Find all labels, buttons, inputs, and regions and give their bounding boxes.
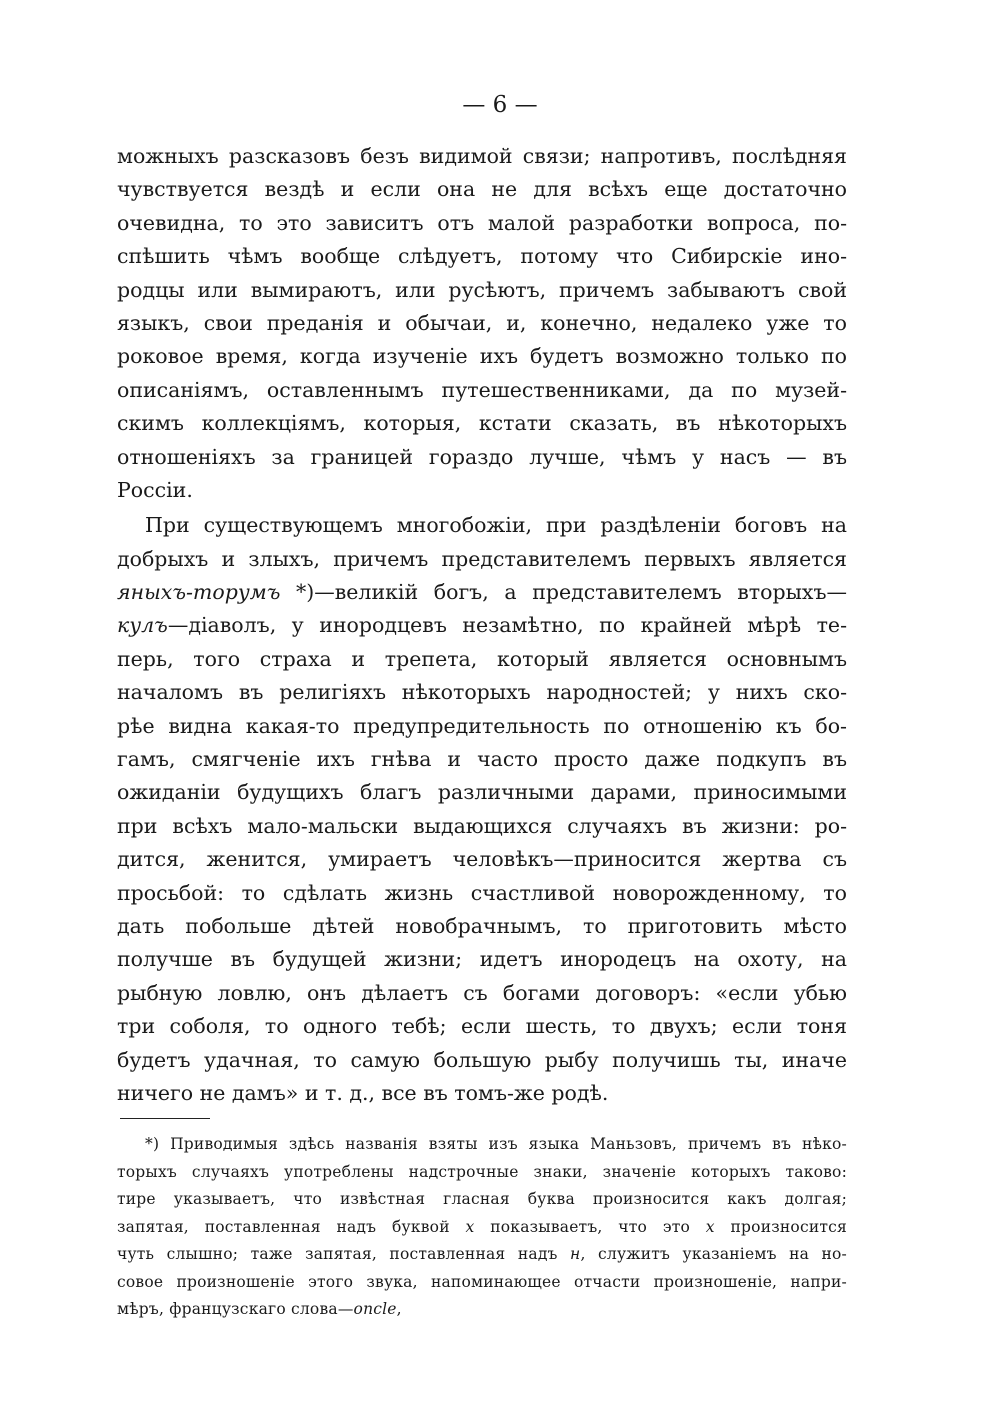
text-line: отношеніяхъ за границей гораздо лучше, чѣмъ у насъ — въ xyxy=(117,444,847,469)
text-line: скимъ коллекціямъ, которыя, кстати сказать, въ нѣкоторыхъ xyxy=(117,411,847,436)
text-line: торыхъ случаяхъ употреблены надстрочные знаки, значеніе которыхъ таково: xyxy=(117,1162,847,1181)
italic-term: яныхъ-торумъ xyxy=(117,580,281,605)
paragraph xyxy=(117,140,847,507)
text-line xyxy=(117,1214,847,1242)
text-line: просьбой: то сдѣлать жизнь счастливой новорожденному, то xyxy=(117,880,847,905)
text-line: при всѣхъ мало-мальски выдающихся случаяхъ въ жизни: ро- xyxy=(117,813,847,838)
text-line: рыбную ловлю, онъ дѣлаетъ съ богами договоръ: «если убью xyxy=(117,980,847,1005)
text-line: родцы или вымираютъ, или русѣютъ, причемъ забываютъ свой xyxy=(117,277,847,302)
italic-term: кулъ xyxy=(117,613,168,638)
text-segment: показываетъ, что это xyxy=(474,1217,706,1236)
text-line: началомъ въ религіяхъ нѣкоторыхъ народностей; у нихъ ско- xyxy=(117,680,847,705)
text-line xyxy=(117,1296,847,1324)
text-line: дится, женится, умираетъ человѣкъ—приносится жертва съ xyxy=(117,847,847,872)
text-line: ожиданіи будущихъ благъ различными дарами, приносимыми xyxy=(117,780,847,805)
text-line: описаніямъ, оставленнымъ путешественниками, да по музей- xyxy=(117,377,847,402)
footnote xyxy=(117,1131,847,1324)
text-line: *) Приводимыя здѣсь названія взяты изъ языка Маньзовъ, причемъ въ нѣко- xyxy=(145,1135,847,1153)
text-line: дать побольше дѣтей новобрачнымъ, то приготовить мѣсто xyxy=(117,913,847,938)
text-line: перь, того страха и трепета, который является основнымъ xyxy=(117,646,847,671)
footnote-divider xyxy=(120,1118,210,1119)
text-segment: произносится xyxy=(714,1217,847,1236)
italic-term: х xyxy=(465,1217,475,1236)
text-line: получше въ будущей жизни; идетъ инородецъ на охоту, на xyxy=(117,947,847,972)
text-line: Россіи. xyxy=(117,477,193,502)
italic-term: oncle xyxy=(353,1300,397,1318)
italic-term: н xyxy=(570,1245,581,1263)
paragraph xyxy=(117,509,847,1110)
text-line: роковое время, когда изученіе ихъ будетъ возможно только по xyxy=(117,344,847,369)
italic-term: х xyxy=(705,1217,715,1236)
text-line: очевидна, то это зависитъ отъ малой разработки вопроса, по- xyxy=(117,210,847,235)
text-line: чувствуется вездѣ и если она не для всѣхъ еще достаточно xyxy=(117,177,847,202)
text-line: тире указываетъ, что извѣстная гласная буква произносится какъ долгая; xyxy=(117,1190,847,1208)
text-segment: , xyxy=(396,1300,402,1318)
text-line xyxy=(117,609,847,642)
text-line xyxy=(117,576,847,609)
text-line: будетъ удачная, то самую большую рыбу получишь ты, иначе xyxy=(117,1047,847,1072)
text-line: можныхъ разсказовъ безъ видимой связи; напротивъ, послѣдняя xyxy=(117,144,847,168)
text-line: языкъ, свои преданія и обычаи, и, конечно, недалеко уже то xyxy=(117,310,847,335)
text-line: гамъ, смягченіе ихъ гнѣва и часто просто даже подкупъ въ xyxy=(117,747,847,772)
text-segment: , служитъ указаніемъ на но- xyxy=(580,1245,847,1263)
text-segment: мѣръ, французскаго слова— xyxy=(117,1300,354,1318)
text-line: совое произношеніе этого звука, напоминающее отчасти произношеніе, напри- xyxy=(117,1272,847,1291)
text-line: рѣе видна какая-то предупредительность по отношенію къ бо- xyxy=(117,713,847,738)
text-segment: *)—великій богъ, а представителемъ вторыхъ— xyxy=(280,580,847,605)
text-line: При существующемъ многобожіи, при раздѣленіи боговъ на xyxy=(145,513,847,538)
text-line: три соболя, то одного тебѣ; если шесть, то двухъ; если тоня xyxy=(117,1014,847,1039)
text-line: спѣшить чѣмъ вообще слѣдуетъ, потому что Сибирскіе ино- xyxy=(117,244,847,269)
text-line: добрыхъ и злыхъ, причемъ представителемъ первыхъ является xyxy=(117,546,847,571)
text-segment: чуть слышно; таже запятая, поставленная надъ xyxy=(117,1245,571,1263)
text-line xyxy=(117,1241,847,1269)
main-text xyxy=(117,140,847,1110)
page-number: — 6 — xyxy=(462,92,538,118)
text-segment: —діаволъ, у инородцевъ незамѣтно, по крайней мѣрѣ те- xyxy=(167,613,847,638)
text-line: ничего не дамъ» и т. д., все въ томъ-же родѣ. xyxy=(117,1080,609,1105)
text-segment: запятая, поставленная надъ буквой xyxy=(117,1217,466,1236)
